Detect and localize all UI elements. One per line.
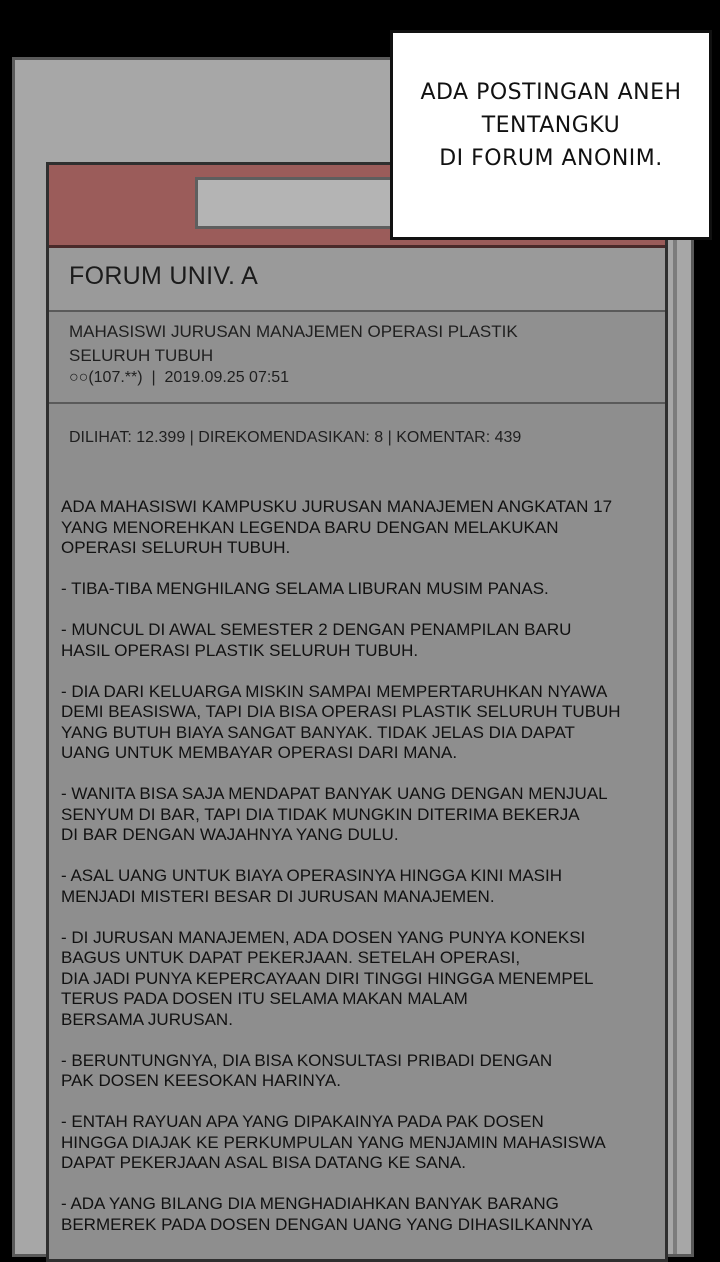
post-paragraph: - MUNCUL DI AWAL SEMESTER 2 DENGAN PENAMPILAN BARU HASIL OPERASI PLASTIK SELURUH TUBUH.: [61, 620, 572, 660]
post-meta: [49, 312, 665, 404]
post-paragraph: ADA MAHASISWI KAMPUSKU JURUSAN MANAJEMEN ANGKATAN 17 YANG MENOREHKAN LEGENDA BARU DENGAN MELAKUKAN OPERASI SELURUH TUBUH.: [61, 497, 613, 557]
post-body: [61, 497, 661, 1256]
post-author-line: ○○(107.**) | 2019.09.25 07:51: [69, 369, 290, 386]
forum-title[interactable]: FORUM UNIV. A: [69, 262, 259, 290]
post-paragraph: - DIA DARI KELUARGA MISKIN SAMPAI MEMPERTARUHKAN NYAWA DEMI BEASISWA, TAPI DIA BISA OPERASI PLASTIK SELURUH TUBUH YANG BUTUH BIAYA SANGAT BANYAK. TIDAK JELAS DIA DAPAT UANG UNTUK MEMBAYAR OPERASI DARI MANA.: [61, 681, 621, 762]
post-paragraph: - BERUNTUNGNYA, DIA BISA KONSULTASI PRIBADI DENGAN PAK DOSEN KEESOKAN HARINYA.: [61, 1050, 553, 1090]
post-paragraph: - ASAL UANG UNTUK BIAYA OPERASINYA HINGGA KINI MASIH MENJADI MISTERI BESAR DI JURUSAN MANAJEMEN.: [61, 866, 562, 906]
narration-caption-box: [390, 30, 712, 240]
post-paragraph: - DI JURUSAN MANAJEMEN, ADA DOSEN YANG PUNYA KONEKSI BAGUS UNTUK DAPAT PEKERJAAN. SETELAH OPERASI, DIA JADI PUNYA KEPERCAYAAN DIRI TINGGI HINGGA MENEMPEL TERUS PADA DOSEN ITU SELAMA MAKAN MALAM BERSAMA JURUSAN.: [61, 927, 594, 1029]
narration-caption-text: ADA POSTINGAN ANEH TENTANGKU DI FORUM ANONIM.: [420, 79, 682, 171]
forum-window: [46, 162, 668, 1262]
post-paragraph: - TIBA-TIBA MENGHILANG SELAMA LIBURAN MUSIM PANAS.: [61, 579, 549, 598]
forum-header: [49, 248, 665, 312]
post-paragraph: - WANITA BISA SAJA MENDAPAT BANYAK UANG DENGAN MENJUAL SENYUM DI BAR, TAPI DIA TIDAK MUNGKIN DITERIMA BEKERJA DI BAR DENGAN WAJAHNYA YANG DULU.: [61, 784, 608, 844]
post-stats: DILIHAT: 12.399 | DIREKOMENDASIKAN: 8 | KOMENTAR: 439: [69, 429, 522, 446]
post-title: MAHASISWI JURUSAN MANAJEMEN OPERASI PLASTIK SELURUH TUBUH: [69, 322, 518, 365]
post-paragraph: - ADA YANG BILANG DIA MENGHADIAHKAN BANYAK BARANG BERMEREK PADA DOSEN DENGAN UANG YANG DIHASILKANNYA: [61, 1194, 593, 1234]
post-paragraph: - ENTAH RAYUAN APA YANG DIPAKAINYA PADA PAK DOSEN HINGGA DIAJAK KE PERKUMPULAN YANG MENJAMIN MAHASISWA DAPAT PEKERJAAN ASAL BISA DATANG KE SANA.: [61, 1112, 606, 1172]
